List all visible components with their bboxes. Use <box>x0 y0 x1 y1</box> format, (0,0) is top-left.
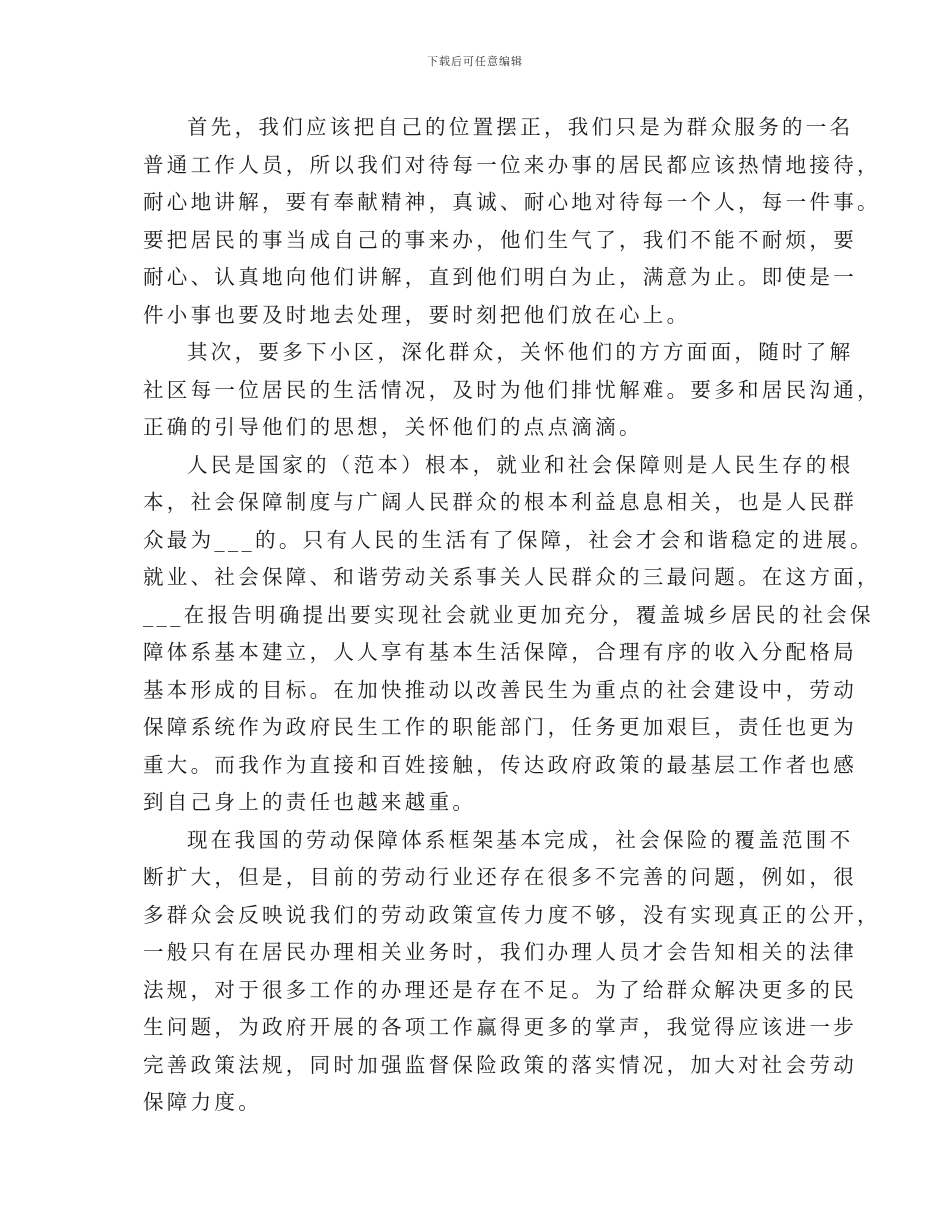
text-line: 保障系统作为政府民生工作的职能部门，任务更加艰巨，责任也更为 <box>143 715 857 739</box>
text-line: 社区每一位居民的生活情况，及时为他们排忧解难。要多和居民沟通， <box>143 377 881 402</box>
text-line: 耐心地讲解，要有奉献精神，真诚、耐心地对待每一个人，每一件事。 <box>143 190 881 214</box>
text-line: 人民是国家的（范本）根本，就业和社会保障则是人民生存的根 <box>187 452 854 477</box>
text-line: 完善政策法规，同时加强监督保险政策的落实情况，加大对社会劳动 <box>143 1052 857 1077</box>
text-line: 断扩大，但是，目前的劳动行业还存在很多不完善的问题，例如，很 <box>143 865 857 889</box>
text-line: 众最为___的。只有人民的生活有了保障，社会才会和谐稳定的进展。 <box>143 527 874 552</box>
text-line: 就业、社会保障、和谐劳动关系事关人民群众的三最问题。在这方面， <box>143 565 881 589</box>
document-body <box>143 109 881 1122</box>
text-line: ___在报告明确提出要实现社会就业更加充分，覆盖城乡居民的社会保 <box>143 602 874 627</box>
text-line: 正确的引导他们的思想，关怀他们的点点滴滴。 <box>143 415 643 439</box>
text-line: 其次，要多下小区，深化群众，关怀他们的方方面面，随时了解 <box>187 340 854 364</box>
text-line: 生问题，为政府开展的各项工作赢得更多的掌声，我觉得应该进一步 <box>143 1015 857 1039</box>
text-line: 要把居民的事当成自己的事来办，他们生气了，我们不能不耐烦，要 <box>143 227 857 252</box>
text-line: 件小事也要及时地去处理，要时刻把他们放在心上。 <box>143 302 691 327</box>
text-line: 一般只有在居民办理相关业务时，我们办理人员才会告知相关的法律 <box>143 940 857 964</box>
text-line: 障体系基本建立，人人享有基本生活保障，合理有序的收入分配格局 <box>143 640 857 664</box>
text-line: 法规，对于很多工作的办理还是存在不足。为了给群众解决更多的民 <box>143 977 857 1002</box>
paragraph-1 <box>143 109 881 334</box>
text-line: 现在我国的劳动保障体系框架基本完成，社会保险的覆盖范围不 <box>187 827 854 852</box>
text-line: 本，社会保障制度与广阔人民群众的根本利益息息相关，也是人民群 <box>143 490 857 514</box>
text-line: 首先，我们应该把自己的位置摆正，我们只是为群众服务的一名 <box>187 115 854 139</box>
text-line: 到自己身上的责任也越来越重。 <box>143 790 477 814</box>
paragraph-3 <box>143 447 881 822</box>
download-note: 下载后可任意编辑 <box>427 55 523 68</box>
text-line: 多群众会反映说我们的劳动政策宣传力度不够，没有实现真正的公开， <box>143 902 881 927</box>
text-line: 普通工作人员，所以我们对待每一位来办事的居民都应该热情地接待， <box>143 152 881 177</box>
text-line: 重大。而我作为直接和百姓接触，传达政府政策的最基层工作者也感 <box>143 752 857 777</box>
paragraph-4 <box>143 822 881 1122</box>
text-line: 基本形成的目标。在加快推动以改善民生为重点的社会建设中，劳动 <box>143 677 857 702</box>
paragraph-2 <box>143 334 881 447</box>
text-line: 耐心、认真地向他们讲解，直到他们明白为止，满意为止。即使是一 <box>143 265 857 289</box>
text-line: 保障力度。 <box>143 1090 262 1114</box>
